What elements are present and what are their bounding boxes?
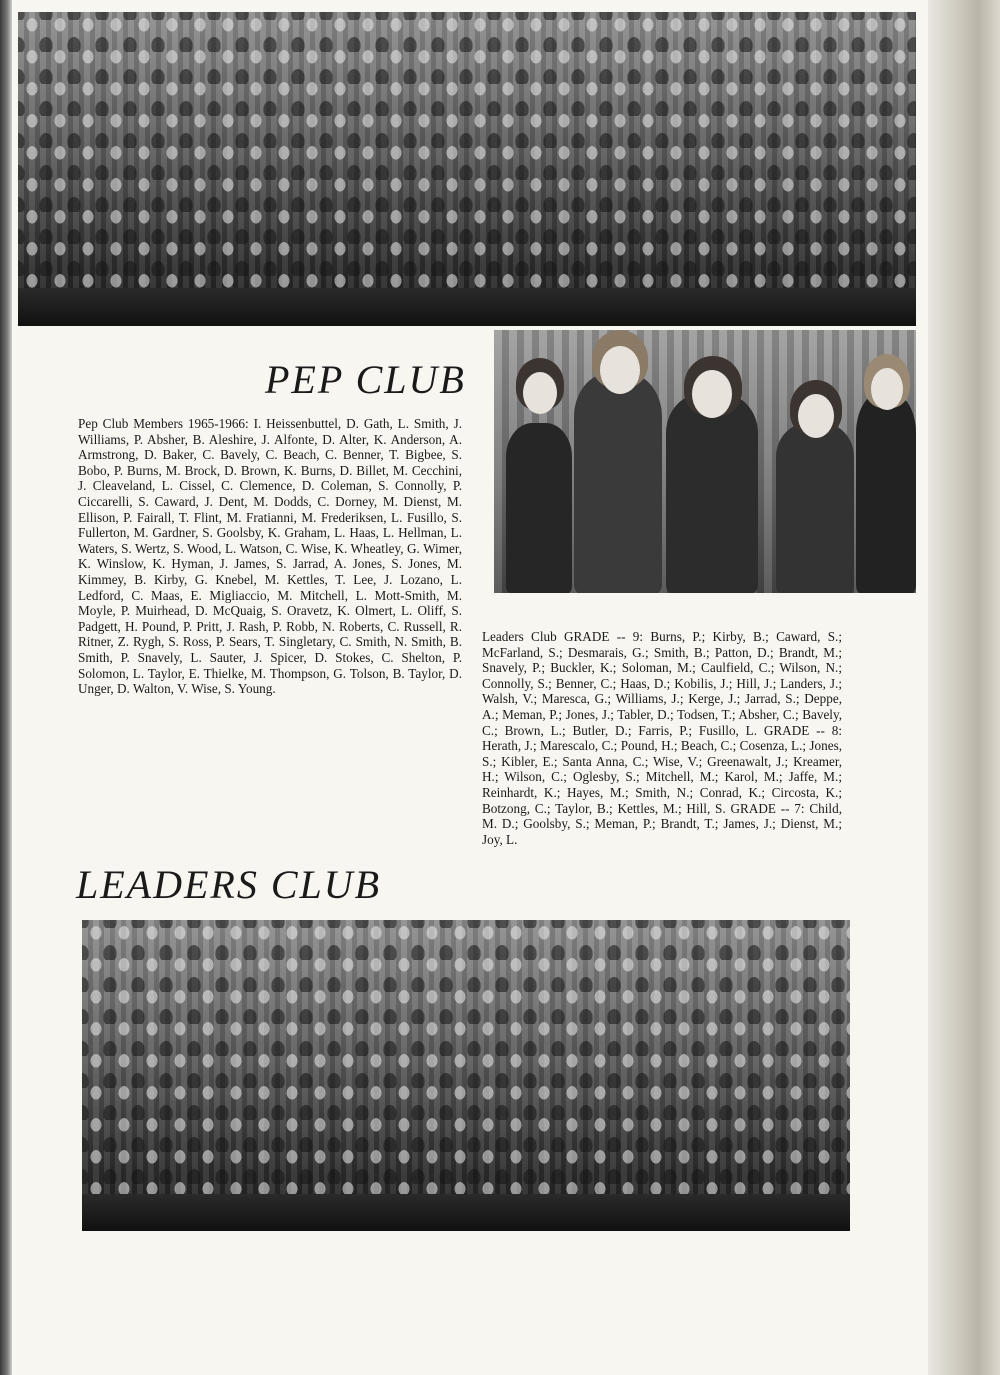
officer-figure-5: [856, 393, 916, 593]
pep-club-stage-floor: [18, 288, 916, 326]
officer-figure-4: [776, 423, 854, 593]
pep-club-group-photo: [18, 12, 916, 326]
officer-figure-3: [666, 393, 758, 593]
leaders-club-stage-floor: [82, 1194, 850, 1231]
leaders-club-group-photo: [82, 920, 850, 1231]
pep-club-heading: PEP CLUB: [265, 357, 466, 402]
officer-face-4: [798, 394, 834, 438]
officer-figure-1: [506, 423, 572, 593]
page-right-edge: [928, 0, 1000, 1375]
leaders-club-members-text: Leaders Club GRADE -- 9: Burns, P.; Kirby, B.; Caward, S.; McFarland, S.; Desmarais, G.; Smith, B.; Patton, D.; Brandt, M.; Snavely, P.; Buckler, K.; Soloman, M.; Caulfield, C.; Wilson, N.; Connolly, S.; Benner, C.; Haas, D.; Kobilis, J.; Hill, J.; Landers, J.; Walsh, V.; Maresca, G.; Williams, J.; Kerge, J.; Jarrad, S.; Deppe, A.; Meman, P.; Jones, J.; Tabler, D.; Todsen, T.; Absher, C.; Bavely, C.; Brown, L.; Butler, D.; Farris, P.; Fusillo, L. GRADE -- 8: Herath, J.; Marescalo, C.; Pound, H.; Beach, C.; Cosenza, L.; Jones, S.; Kibler, E.; Santa Anna, C.; Wise, V.; Greenawalt, J.; Kreamer, H.; Wilson, C.; Oglesby, S.; Mitchell, M.; Karol, M.; Jaffe, M.; Reinhardt, K.; Hayes, M.; Smith, N.; Conrad, K.; Circosta, K.; Botzong, C.; Taylor, B.; Kettles, M.; Hill, S. GRADE -- 7: Child, M. D.; Goolsby, S.; Meman, P.; Brandt, T.; James, J.; Dienst, M.; Joy, L.: [482, 629, 842, 847]
officer-face-3: [692, 370, 732, 418]
pep-club-officers-photo: [494, 330, 916, 593]
leaders-club-group-rows: [82, 920, 850, 1231]
officer-face-1: [523, 372, 557, 414]
officer-face-2: [600, 346, 640, 394]
officer-face-5: [871, 368, 903, 410]
pep-club-members-text: Pep Club Members 1965-1966: I. Heissenbuttel, D. Gath, L. Smith, J. Williams, P. Absher, B. Aleshire, J. Alfonte, D. Alter, K. Anderson, A. Armstrong, D. Baker, C. Bavely, C. Beach, C. Benner, T. Bigbee, S. Bobo, P. Burns, M. Brock, D. Brown, K. Burns, D. Billet, M. Cecchini, J. Cleaveland, L. Cissel, C. Clemence, D. Coleman, S. Connolly, P. Ciccarelli, S. Caward, J. Dent, M. Dodds, C. Dorney, M. Dienst, M. Ellison, P. Fairall, T. Flint, M. Fratianni, M. Frederiksen, L. Fusillo, S. Fullerton, M. Gardner, S. Goolsby, K. Graham, L. Haas, L. Hellman, L. Waters, S. Wertz, S. Wood, L. Watson, C. Wise, K. Wheatley, G. Wimer, K. Winslow, K. Hyman, J. James, S. Jarrad, A. Jones, S. Jones, M. Kimmey, B. Kirby, G. Knebel, M. Kettles, T. Lee, J. Lozano, L. Ledford, C. Maas, E. Migliaccio, M. Mitchell, L. Mott-Smith, M. Moyle, P. Muirhead, D. McQuaig, S. Oravetz, K. Olmert, L. Oliff, S. Padgett, H. Pound, P. Pritt, J. Rash, P. Robb, N. Roberts, C. Russell, R. Ritner, Z. Rygh, S. Ross, P. Sears, T. Singletary, C. Smith, N. Smith, B. Smith, P. Snavely, L. Sauter, J. Spicer, D. Stokes, C. Shelton, P. Solomon, L. Taylor, E. Thielke, M. Thompson, G. Tolson, B. Taylor, D. Unger, D. Walton, V. Wise, S. Young.: [78, 416, 462, 697]
leaders-club-heading: LEADERS CLUB: [76, 862, 382, 907]
page-binding-edge: [0, 0, 12, 1375]
officer-figure-2: [574, 373, 662, 593]
pep-club-group-rows: [18, 12, 916, 326]
